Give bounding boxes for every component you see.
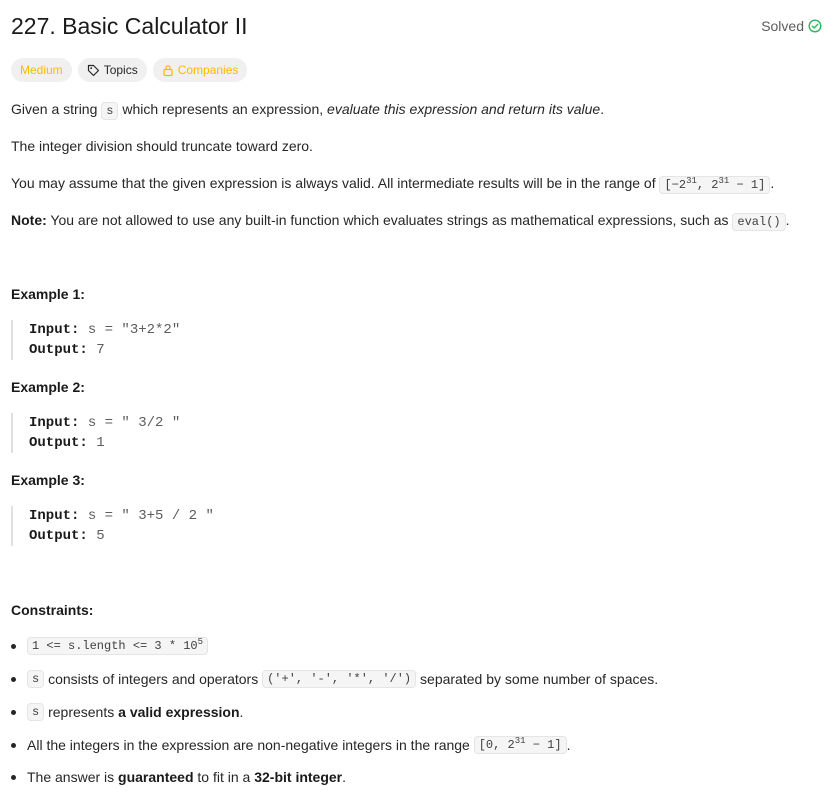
text: . — [566, 737, 571, 753]
bullet-dot — [11, 775, 16, 780]
difficulty-label: Medium — [20, 63, 63, 77]
constraint-item — [11, 736, 570, 754]
description-paragraph-3 — [11, 173, 774, 195]
problem-title: 227. Basic Calculator II — [11, 13, 248, 39]
text: The answer is — [27, 769, 119, 785]
output-label: Output: — [29, 342, 88, 358]
superscript: 31 — [686, 176, 697, 186]
solved-label: Solved — [761, 18, 804, 34]
range-code — [659, 176, 770, 194]
superscript: 5 — [197, 637, 204, 647]
lock-icon — [162, 64, 174, 77]
bold-text: 32-bit integer — [254, 769, 343, 785]
example-input-line — [29, 506, 429, 526]
text: separated by some number of spaces. — [416, 671, 659, 687]
tag-icon — [87, 64, 100, 77]
text: . — [785, 212, 790, 228]
superscript: 31 — [718, 176, 730, 186]
example-block — [11, 320, 429, 360]
example-input-line — [29, 320, 429, 340]
topics-button[interactable] — [78, 58, 147, 82]
constraint-item — [11, 637, 208, 655]
italic-text: evaluate this expression and return its value — [327, 101, 601, 117]
constraint-item — [11, 670, 658, 688]
bullet-dot — [11, 677, 16, 682]
text: You may assume that the given expression is always valid. All intermediate results will be in the range of — [11, 175, 660, 191]
example-title: Example 1: — [11, 286, 85, 302]
output-label: Output: — [29, 435, 88, 451]
code-part: − 1] — [525, 738, 562, 752]
input-label: Input: — [29, 508, 80, 524]
check-circle-icon — [808, 19, 822, 33]
text: consists of integers and operators — [44, 671, 263, 687]
description-paragraph-2: The integer division should truncate toward zero. — [11, 138, 313, 154]
code-part: − 1] — [729, 178, 766, 192]
companies-button[interactable] — [153, 58, 248, 82]
text: Given a string — [11, 101, 102, 117]
input-value: s = "3+2*2" — [79, 322, 181, 338]
bullet-dot — [11, 710, 16, 715]
example-title: Example 2: — [11, 379, 85, 395]
tag-row — [11, 58, 247, 82]
code-part: 1 <= s.length <= 3 * 10 — [32, 639, 198, 653]
example-output-line — [29, 526, 429, 546]
input-label: Input: — [29, 415, 80, 431]
note-label: Note: — [11, 212, 47, 228]
text: . — [342, 769, 347, 785]
text: . — [239, 704, 244, 720]
text: . — [600, 101, 605, 117]
input-value: s = " 3/2 " — [79, 415, 181, 431]
output-value: 5 — [87, 528, 105, 544]
bold-text: guaranteed — [118, 769, 194, 785]
output-value: 1 — [87, 435, 105, 451]
description-paragraph-1 — [11, 99, 604, 121]
inline-code: s — [101, 102, 118, 120]
constraint-item — [11, 769, 346, 785]
input-label: Input: — [29, 322, 80, 338]
text: . — [770, 175, 775, 191]
example-input-line — [29, 413, 429, 433]
code-part: , 2 — [696, 178, 719, 192]
difficulty-badge — [11, 58, 72, 82]
companies-label: Companies — [177, 63, 239, 77]
inline-code: eval() — [732, 213, 785, 231]
topics-label: Topics — [103, 63, 138, 77]
operators-code: ('+', '-', '*', '/') — [262, 670, 416, 688]
inline-code: s — [27, 703, 44, 721]
example-output-line — [29, 340, 429, 360]
superscript: 31 — [514, 736, 526, 746]
bold-text: a valid expression — [118, 704, 240, 720]
example-block — [11, 413, 429, 453]
range-code — [474, 736, 567, 754]
output-label: Output: — [29, 528, 88, 544]
example-title: Example 3: — [11, 472, 85, 488]
constraints-title: Constraints: — [11, 602, 94, 618]
text: represents — [44, 704, 119, 720]
text: You are not allowed to use any built-in function which evaluates strings as mathematical expressions, such as — [46, 212, 733, 228]
text: to fit in a — [193, 769, 255, 785]
example-block — [11, 506, 429, 546]
output-value: 7 — [87, 342, 105, 358]
inline-code: s — [27, 670, 44, 688]
note-paragraph — [11, 210, 790, 232]
text: which represents an expression, — [118, 101, 328, 117]
bullet-dot — [11, 644, 16, 649]
constraint-item — [11, 703, 243, 721]
text: All the integers in the expression are non-negative integers in the range — [27, 737, 474, 753]
code-part: [−2 — [664, 178, 687, 192]
bullet-dot — [11, 743, 16, 748]
inline-code — [27, 637, 208, 655]
input-value: s = " 3+5 / 2 " — [79, 508, 214, 524]
code-part: [0, 2 — [478, 738, 515, 752]
solved-status — [761, 18, 822, 34]
example-output-line — [29, 433, 429, 453]
